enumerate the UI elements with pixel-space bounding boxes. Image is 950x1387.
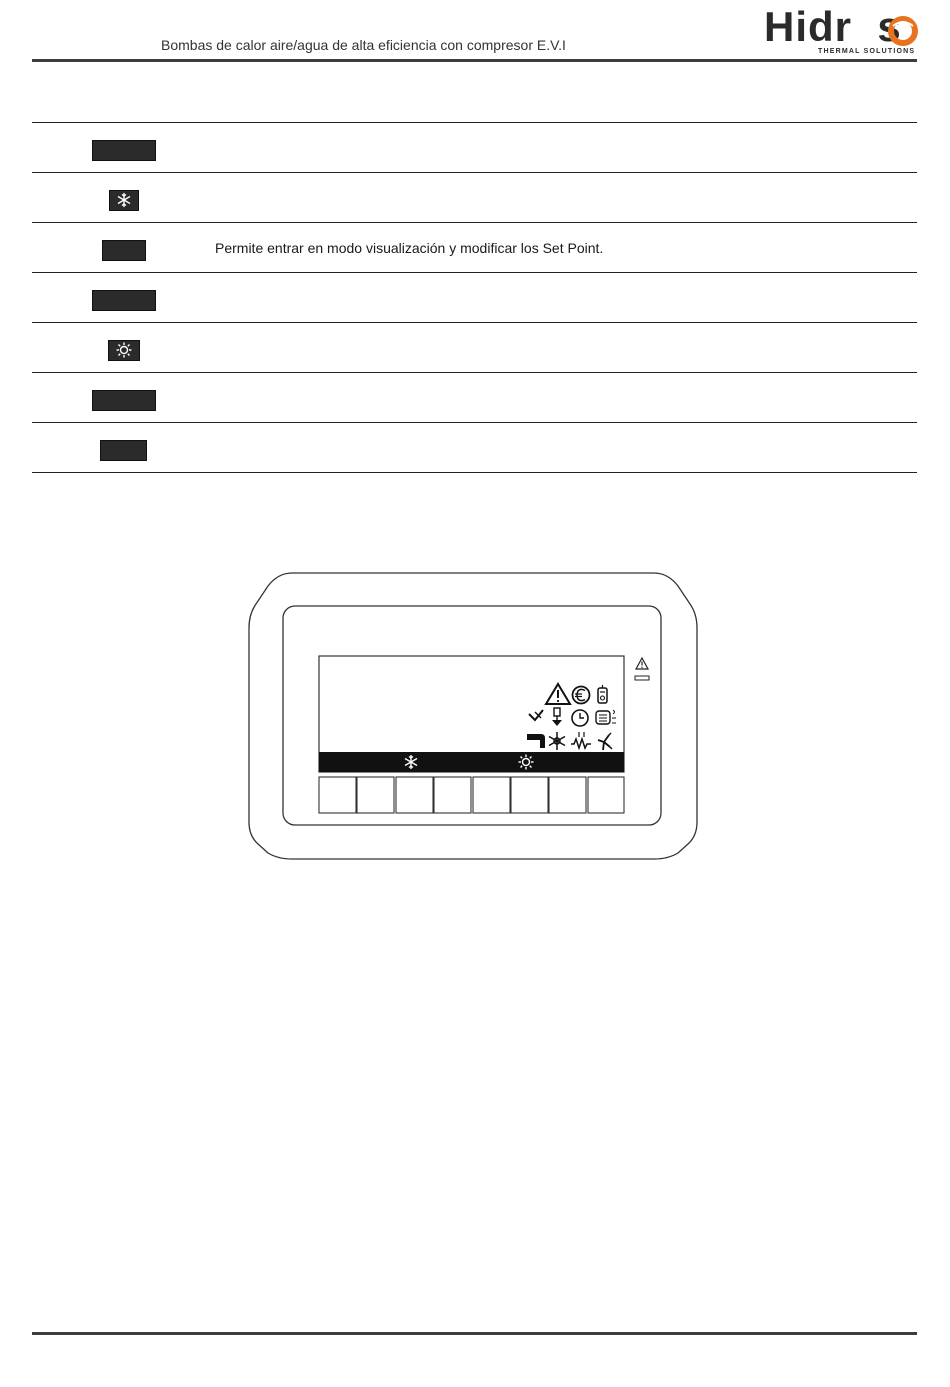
controller-button-8[interactable] — [588, 777, 624, 813]
blank-key — [92, 390, 156, 411]
table-row — [32, 273, 917, 323]
row-description — [215, 323, 917, 373]
blank-key — [92, 140, 156, 161]
sun-icon — [116, 342, 132, 358]
logo-o-swirl-icon — [888, 16, 918, 46]
controller-button-4[interactable] — [434, 777, 471, 813]
table-row — [32, 373, 917, 423]
controller-buttons — [319, 777, 624, 813]
snowflake-key — [109, 190, 139, 211]
table-row — [32, 173, 917, 223]
sun-key — [108, 340, 140, 361]
hidros-logo — [764, 3, 920, 58]
row-description — [215, 173, 917, 223]
footer-rule — [32, 1332, 917, 1335]
controller-button-7[interactable] — [549, 777, 586, 813]
blank-key — [92, 290, 156, 311]
logo-tagline: THERMAL SOLUTIONS — [818, 48, 916, 55]
blank-key — [102, 240, 146, 261]
controller-button-3[interactable] — [396, 777, 433, 813]
controller-button-1[interactable] — [319, 777, 356, 813]
header-title: Bombas de calor aire/agua de alta eficiencia con compresor E.V.I — [161, 37, 566, 53]
table-row — [32, 123, 917, 173]
table-row — [32, 323, 917, 373]
table-row — [32, 423, 917, 473]
table-row — [32, 223, 917, 273]
key-table — [32, 122, 917, 473]
logo-wordmark: Hidr s — [764, 3, 902, 50]
row-description: Permite entrar en modo visualización y modificar los Set Point. — [215, 239, 604, 256]
controller-drawing — [248, 572, 698, 860]
row-description — [215, 373, 917, 423]
blank-key — [100, 440, 147, 461]
controller-button-6[interactable] — [511, 777, 548, 813]
lcd-function-bar — [319, 752, 624, 772]
controller-button-2[interactable] — [357, 777, 394, 813]
snowflake-icon — [116, 192, 132, 208]
alarm-led — [635, 676, 649, 680]
row-description — [215, 123, 917, 173]
row-description — [215, 273, 917, 323]
controller-button-5[interactable] — [473, 777, 510, 813]
row-description — [215, 423, 917, 473]
header-rule — [32, 59, 917, 62]
